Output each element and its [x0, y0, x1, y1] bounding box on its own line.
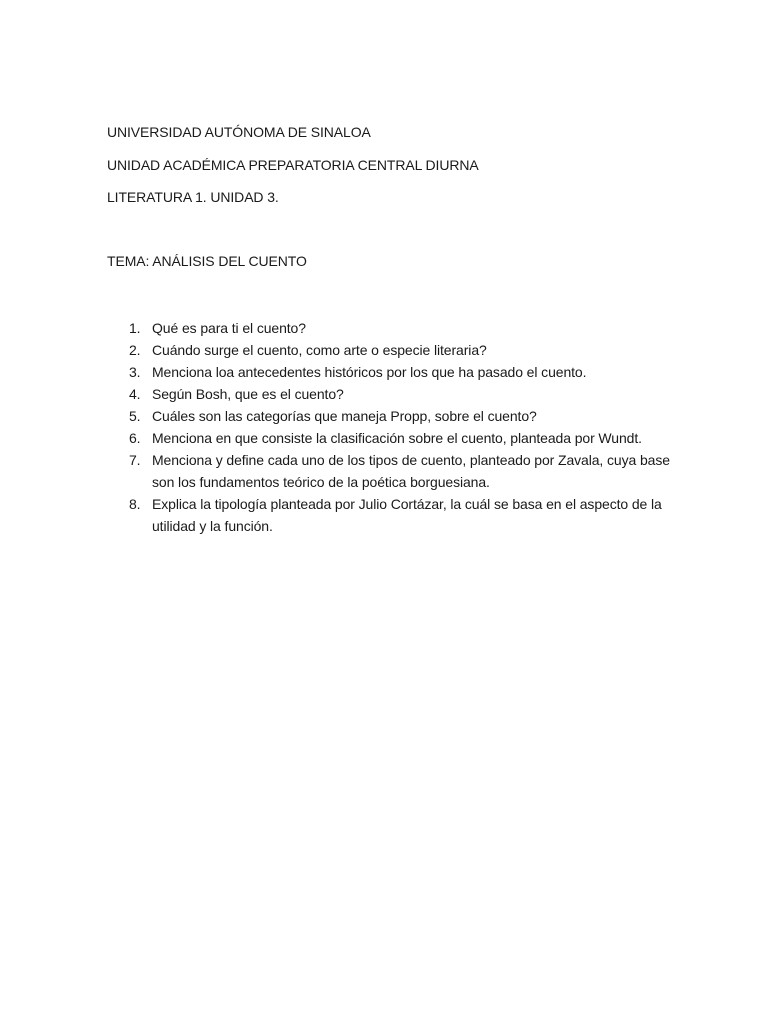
question-item [107, 493, 687, 537]
question-number: 7. [129, 452, 141, 468]
question-text: Cuándo surge el cuento, como arte o especie literaria? [152, 342, 487, 358]
question-text: Según Bosh, que es el cuento? [152, 386, 344, 402]
question-item [107, 449, 687, 493]
question-item [107, 361, 687, 383]
question-item [107, 405, 687, 427]
question-item [107, 339, 687, 361]
question-list [107, 317, 687, 537]
question-text: Qué es para ti el cuento? [152, 320, 306, 336]
question-text: Menciona en que consiste la clasificación sobre el cuento, planteada por Wundt. [152, 430, 642, 446]
question-number: 4. [129, 386, 141, 402]
question-item [107, 383, 687, 405]
topic-title: TEMA: ANÁLISIS DEL CUENTO [107, 253, 307, 269]
question-number: 1. [129, 320, 141, 336]
question-number: 3. [129, 364, 141, 380]
question-item [107, 427, 687, 449]
question-number: 2. [129, 342, 141, 358]
question-text: Menciona y define cada uno de los tipos de cuento, planteado por Zavala, cuya base son los fundamentos teórico de la poética borguesiana. [152, 452, 670, 490]
course-title: LITERATURA 1. UNIDAD 3. [107, 189, 279, 205]
question-number: 6. [129, 430, 141, 446]
question-number: 5. [129, 408, 141, 424]
academic-unit: UNIDAD ACADÉMICA PREPARATORIA CENTRAL DIURNA [107, 157, 479, 173]
question-text: Cuáles son las categorías que maneja Propp, sobre el cuento? [152, 408, 537, 424]
question-item [107, 317, 687, 339]
university-name: UNIVERSIDAD AUTÓNOMA DE SINALOA [107, 124, 371, 140]
question-text: Explica la tipología planteada por Julio Cortázar, la cuál se basa en el aspecto de la utilidad y la función. [152, 496, 662, 534]
question-text: Menciona loa antecedentes históricos por los que ha pasado el cuento. [152, 364, 587, 380]
question-number: 8. [129, 496, 141, 512]
